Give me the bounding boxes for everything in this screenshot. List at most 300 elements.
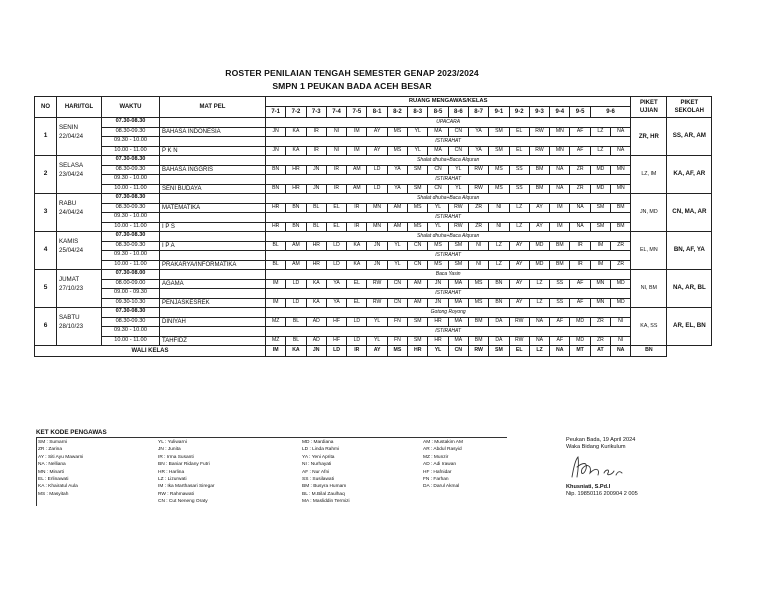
legend-entry: HR : Harlina [158,469,185,475]
proctor-code: EL [347,279,367,289]
proctor-code: LZ [509,203,529,213]
proctor-code: IM [347,146,367,156]
wali-kelas-code: SM [489,346,509,357]
session-subject: DINIYAH [160,317,266,327]
proctor-code: MS [387,146,407,156]
proctor-code: NA [529,317,549,327]
proctor-code: LD [367,184,387,194]
sign-nip: Nip. 19850116 200904 2 005 [566,491,638,498]
proctor-code: HF [326,336,346,346]
proctor-code: EL [326,203,346,213]
proctor-code: NI [468,241,488,251]
proctor-code: IR [326,165,346,175]
opening-subject-cell [160,118,266,128]
proctor-code: AM [286,241,306,251]
proctor-code: ZR [570,165,590,175]
proctor-code: AY [367,127,387,137]
proctor-code: IM [550,222,570,232]
proctor-code: AY [509,260,529,270]
proctor-code: LZ [529,279,549,289]
proctor-code: LZ [509,222,529,232]
proctor-code: JN [428,298,448,308]
piket-ujian: ZR, HR [631,118,667,156]
session-time: 10.00 - 11.00 [102,222,160,232]
proctor-code: KA [286,146,306,156]
proctor-code: RW [529,146,549,156]
header-room: 7-1 [266,107,286,118]
legend-column-1 [38,439,83,498]
proctor-code: MS [387,127,407,137]
legend-entry: BL : M.Bilal Zaulhaq [302,491,345,497]
proctor-code: MD [570,336,590,346]
proctor-code: MN [611,165,631,175]
proctor-code: YA [326,298,346,308]
proctor-code: IR [306,127,326,137]
proctor-code: JN [428,279,448,289]
legend-entry: MS : Masyitah [38,491,69,497]
session-time: 08.30-09.30 [102,317,160,327]
proctor-code: ZR [570,184,590,194]
wali-kelas-code: MS [387,346,407,357]
proctor-code: RW [367,279,387,289]
proctor-code: SS [509,184,529,194]
wali-kelas-code: YL [428,346,448,357]
break-time: 09.30 - 10.00 [102,137,160,147]
opening-time: 07.30-08.00 [102,270,160,280]
opening-event: Shalat dhuha+Baca Alquran [266,232,631,242]
session-time: 08.00-09.00 [102,279,160,289]
proctor-code: MA [448,298,468,308]
proctor-code: AM [408,298,428,308]
wali-kelas-label: WALI KELAS [35,346,266,357]
proctor-code: SM [408,336,428,346]
proctor-code: JN [306,165,326,175]
piket-ujian: JN, MD [631,194,667,232]
session-subject: P K N [160,146,266,156]
header-room: 9-2 [509,107,529,118]
proctor-code: MS [468,298,488,308]
opening-event: Baca Yasin [266,270,631,280]
proctor-code: MD [611,298,631,308]
day-date: 27/10/23 [59,284,84,292]
session-subject: I P A [160,241,266,251]
proctor-code: LD [286,298,306,308]
day-date: 23/04/24 [59,170,84,178]
proctor-code: DA [489,336,509,346]
proctor-code: RW [509,336,529,346]
proctor-code: SS [550,279,570,289]
session-time: 08.30-09.30 [102,127,160,137]
proctor-code: SM [408,317,428,327]
header-ruang: RUANG MENGAWAS/KELAS [266,97,631,107]
proctor-code: YL [408,127,428,137]
legend-entry: KA : Khairatul Aula [38,484,78,490]
proctor-code: BL [266,241,286,251]
opening-time: 07.30-08.30 [102,308,160,318]
day-date: 24/04/24 [59,208,84,216]
day-row-opening [35,308,712,318]
proctor-code: SS [550,298,570,308]
opening-subject-cell [160,232,266,242]
opening-event: UPACARA [266,118,631,128]
opening-time: 07.30-08.30 [102,118,160,128]
wali-kelas-code: LD [326,346,346,357]
break-label: ISTIRAHAT [266,213,631,223]
proctor-code: MA [428,146,448,156]
proctor-code: IR [347,203,367,213]
legend-entry: RW : Rahmawati [158,491,194,497]
legend-entry: MZ : Munzir [423,454,449,460]
session-time: 10.00 - 11.00 [102,146,160,156]
day-row-opening [35,232,712,242]
header-room: 8-6 [448,107,468,118]
proctor-code: HR [266,203,286,213]
wali-kelas-code: HR [408,346,428,357]
day-name: JUMAT [59,276,80,283]
header-room: 7-5 [347,107,367,118]
legend-entry: IR : Irma Susanti [158,454,194,460]
proctor-code: SM [448,260,468,270]
proctor-code: IR [570,260,590,270]
header-room: 8-2 [387,107,407,118]
header-room: 8-5 [428,107,448,118]
break-time: 09.30 - 10.00 [102,251,160,261]
proctor-code: RW [448,203,468,213]
header-room: 8-1 [367,107,387,118]
session-row [35,279,712,289]
roster-body [35,118,712,357]
proctor-code: MD [590,184,610,194]
day-number: 1 [35,118,57,156]
header-room: 8-3 [408,107,428,118]
day-name: SENIN [59,124,78,131]
proctor-code: AM [286,260,306,270]
piket-ujian: LZ, IM [631,156,667,194]
proctor-code: BM [468,317,488,327]
proctor-code: LD [286,279,306,289]
proctor-code: NI [489,222,509,232]
session-time: 10.00 - 11.00 [102,260,160,270]
header-waktu: WAKTU [102,97,160,118]
proctor-code: BM [468,336,488,346]
proctor-code: NI [489,203,509,213]
proctor-code: IM [590,241,610,251]
session-row [35,165,712,175]
wali-kelas-code: IR [347,346,367,357]
piket-sekolah: NA, AR, BL [667,270,712,308]
opening-event: Shalat dhuha+Baca Alquran [266,156,631,166]
proctor-code: RW [509,317,529,327]
proctor-code: SM [408,165,428,175]
wali-kelas-code: BN [631,346,667,357]
proctor-code: MD [529,241,549,251]
proctor-code: NI [611,336,631,346]
legend-entry: DA : Darul Akmal [423,484,460,490]
wali-kelas-code: RW [468,346,488,357]
proctor-code: AY [509,241,529,251]
session-row [35,336,712,346]
proctor-code: AM [347,165,367,175]
proctor-code: YL [387,241,407,251]
proctor-code: BL [306,222,326,232]
proctor-code: NI [611,317,631,327]
break-subject-cell [160,289,266,299]
proctor-code: SS [509,165,529,175]
proctor-code: RW [468,165,488,175]
day-date: 28/10/23 [59,322,84,330]
day-number: 6 [35,308,57,346]
day-number: 4 [35,232,57,270]
session-row [35,222,712,232]
sign-name: Khusniati, S.Pd.I [566,483,611,490]
session-row [35,260,712,270]
proctor-code: NA [570,203,590,213]
proctor-code: LD [347,336,367,346]
proctor-code: MD [611,279,631,289]
day-date: 22/04/24 [59,132,84,140]
session-time: 10.00 - 11.00 [102,336,160,346]
proctor-code: SM [590,222,610,232]
day-name: KAMIS [59,238,79,245]
proctor-code: MN [611,184,631,194]
proctor-code: KA [306,279,326,289]
opening-subject-cell [160,308,266,318]
proctor-code: BN [266,165,286,175]
proctor-code: KA [306,298,326,308]
proctor-code: BL [266,260,286,270]
day-name: SELASA [59,162,84,169]
break-label: ISTIRAHAT [266,175,631,185]
legend-entry: YA : Yeni Aprita [302,454,335,460]
wali-kelas-code: NA [550,346,570,357]
session-subject: SENI BUDAYA [160,184,266,194]
session-row [35,127,712,137]
opening-subject-cell [160,156,266,166]
legend-title: KET KODE PENGAWAS [36,429,107,436]
proctor-code: JN [306,184,326,194]
break-label: ISTIRAHAT [266,251,631,261]
break-row [35,175,712,185]
proctor-code: MZ [266,317,286,327]
proctor-code: IM [590,260,610,270]
proctor-code: LZ [489,241,509,251]
proctor-code: YL [387,260,407,270]
legend-entry: AM : Mustakim AM [423,440,463,445]
break-subject-cell [160,137,266,147]
proctor-code: YL [448,165,468,175]
proctor-code: AM [387,222,407,232]
proctor-code: HR [306,241,326,251]
proctor-code: YL [408,146,428,156]
day-name-date [57,308,102,346]
session-row [35,298,712,308]
wali-kelas-row [35,346,712,357]
proctor-code: LD [367,165,387,175]
proctor-code: HR [428,317,448,327]
opening-time: 07.30-08.30 [102,156,160,166]
session-row [35,184,712,194]
proctor-code: BN [266,184,286,194]
piket-sekolah: CN, MA, AR [667,194,712,232]
piket-ujian: NI, BM [631,270,667,308]
wali-kelas-code: KA [286,346,306,357]
proctor-code: YA [468,146,488,156]
legend-entry: AR : Abdul Rasyid [423,447,462,453]
session-subject: TAHFIDZ [160,336,266,346]
wali-kelas-code: JN [306,346,326,357]
proctor-code: BN [489,279,509,289]
proctor-code: EL [326,222,346,232]
proctor-code: SM [448,241,468,251]
session-row [35,241,712,251]
proctor-code: YA [326,279,346,289]
legend-entry: JN : Junita [158,447,181,453]
proctor-code: MS [428,241,448,251]
header-room: 7-2 [286,107,306,118]
break-label: ISTIRAHAT [266,327,631,337]
proctor-code: SM [489,146,509,156]
proctor-code: JN [266,146,286,156]
proctor-code: LD [326,241,346,251]
session-row [35,203,712,213]
wali-kelas-code: AT [590,346,610,357]
proctor-code: YA [468,127,488,137]
proctor-code: CN [428,184,448,194]
proctor-code: MS [489,165,509,175]
proctor-code: BM [611,203,631,213]
header-room: 9-1 [489,107,509,118]
proctor-code: MA [448,317,468,327]
header-room: 9-4 [550,107,570,118]
proctor-code: HR [286,184,306,194]
wali-kelas-code: AY [367,346,387,357]
proctor-code: EL [509,146,529,156]
legend-entry: LD : Linda Rahmi [302,447,340,453]
day-name-date [57,156,102,194]
proctor-code: RW [468,184,488,194]
session-row [35,146,712,156]
proctor-code: AF [550,317,570,327]
proctor-code: MN [550,146,570,156]
proctor-code: SM [408,184,428,194]
proctor-code: BL [306,203,326,213]
proctor-code: ZR [590,336,610,346]
roster-table [34,96,712,357]
wali-kelas-code: LZ [529,346,549,357]
proctor-code: AM [347,184,367,194]
break-row [35,137,712,147]
break-row [35,251,712,261]
proctor-code: CN [387,279,407,289]
opening-event: Gotong Royong [266,308,631,318]
proctor-code: MS [428,260,448,270]
proctor-code: HR [306,260,326,270]
proctor-code: AY [509,298,529,308]
proctor-code: BN [286,222,306,232]
wali-kelas-code: MT [570,346,590,357]
proctor-code: JN [367,260,387,270]
day-name-date [57,194,102,232]
wali-kelas-code: IM [266,346,286,357]
opening-event: Shalat dhuha+Baca Alquran [266,194,631,204]
break-time: 09.30 - 10.00 [102,327,160,337]
proctor-code: ZR [590,317,610,327]
proctor-code: CN [408,241,428,251]
header-room: 7-3 [306,107,326,118]
legend-entry: BM : Busyra Humam [302,484,347,490]
header-room: 8-7 [468,107,488,118]
legend-entry: ZR : Zarina [38,447,62,453]
day-row-opening [35,270,712,280]
day-name-date [57,232,102,270]
break-subject-cell [160,213,266,223]
proctor-code: MN [550,127,570,137]
proctor-code: KA [347,260,367,270]
proctor-code: FN [387,317,407,327]
break-row [35,327,712,337]
piket-sekolah: BN, AF, YA [667,232,712,270]
proctor-code: AF [550,336,570,346]
proctor-code: YL [428,203,448,213]
proctor-code: NA [570,222,590,232]
session-time: 08.30-09.30 [102,165,160,175]
proctor-code: LZ [529,298,549,308]
legend-entry: AF : Nur Afni [302,469,330,475]
sign-position: Waka Bidang Kurikulum [566,444,626,451]
proctor-code: KA [286,127,306,137]
proctor-code: MD [590,165,610,175]
proctor-code: BN [489,298,509,308]
session-time: 10.00 - 11.00 [102,184,160,194]
proctor-code: YL [428,222,448,232]
header-hari: HARI/TGL [57,97,102,118]
session-row [35,317,712,327]
break-label: ISTIRAHAT [266,289,631,299]
proctor-code: NA [611,146,631,156]
proctor-code: NA [550,184,570,194]
proctor-code: BM [529,184,549,194]
proctor-code: AY [509,279,529,289]
proctor-code: MS [468,279,488,289]
proctor-code: SM [489,127,509,137]
proctor-code: MS [489,184,509,194]
proctor-code: AM [387,203,407,213]
proctor-code: HR [428,336,448,346]
legend-entry: NI : Nurhayati [302,462,332,468]
legend-entry: HF : Hafnidar [423,469,452,475]
proctor-code: CN [448,146,468,156]
opening-subject-cell [160,270,266,280]
proctor-code: MS [408,203,428,213]
legend-entry: MA : Masliddin Termizi [302,499,350,505]
day-row-opening [35,194,712,204]
proctor-code: LZ [590,146,610,156]
legend-entry: MN : Minarti [38,469,64,475]
break-subject-cell [160,175,266,185]
proctor-code: IR [570,241,590,251]
proctor-code: CN [387,298,407,308]
legend-entry: NA : Nelliana [38,462,66,468]
break-row [35,289,712,299]
proctor-code: AF [570,146,590,156]
proctor-code: JN [266,127,286,137]
proctor-code: IM [266,298,286,308]
legend-column-4 [423,439,463,491]
proctor-code: AY [367,146,387,156]
session-time: 08.30-09.30 [102,203,160,213]
proctor-code: SM [590,203,610,213]
header-room: 9-6 [590,107,631,118]
